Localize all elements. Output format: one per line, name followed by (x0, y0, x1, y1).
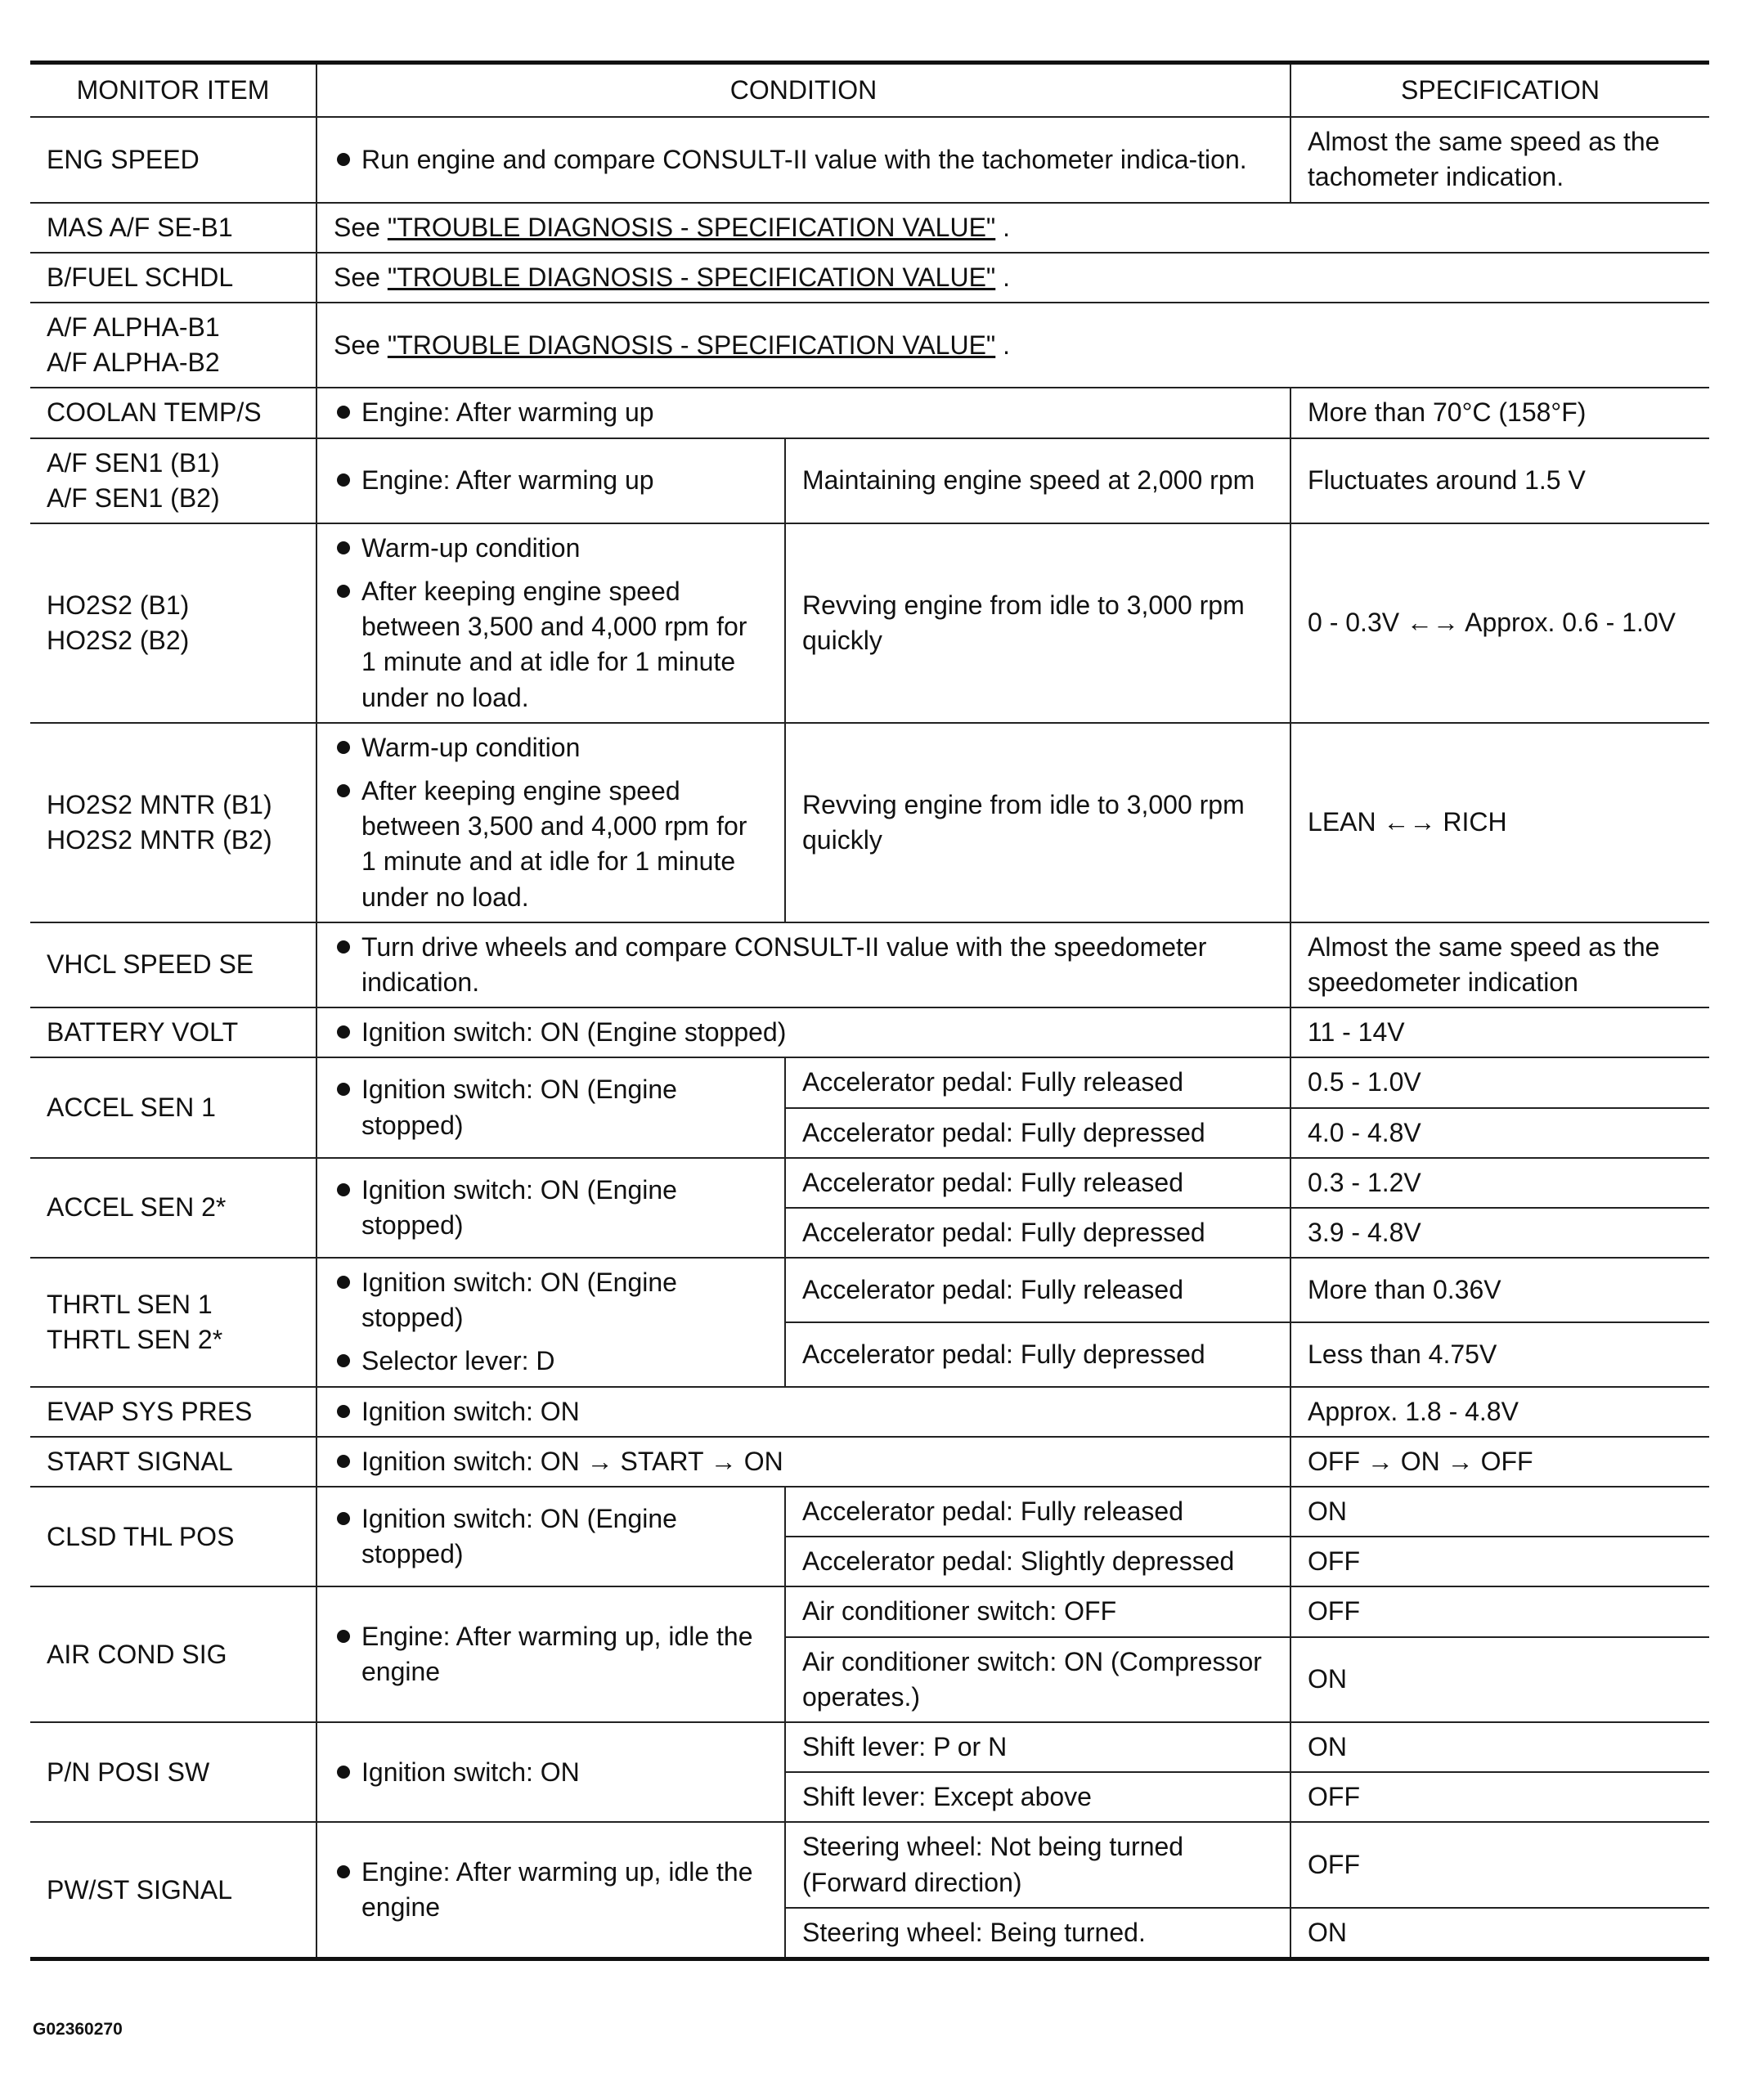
monitor-item-cell (30, 1158, 316, 1258)
specification-cell: 0.3 - 1.2V (1290, 1158, 1709, 1208)
bullet-dot-icon (337, 541, 350, 554)
specification-cell: ON (1290, 1908, 1709, 1959)
monitor-item-name: ACCEL SEN 2* (47, 1192, 227, 1223)
monitor-item-name: MAS A/F SE-B1 (47, 212, 233, 242)
condition-bullet (334, 730, 768, 765)
monitor-item-cell (30, 1258, 316, 1387)
monitor-item-name: COOLAN TEMP/S (47, 397, 262, 428)
sub-condition-cell: Revving engine from idle to 3,000 rpm quickly (785, 523, 1290, 723)
see-suffix: . (1003, 330, 1011, 360)
bullet-dot-icon (337, 153, 350, 166)
condition-text: Selector lever: D (361, 1346, 555, 1376)
condition-text: Ignition switch: ON (Engine stopped) (361, 1017, 787, 1048)
bullet-dot-icon (337, 1083, 350, 1096)
specification-cell: 11 - 14V (1290, 1007, 1709, 1057)
header-specification: SPECIFICATION (1290, 63, 1709, 118)
bullet-dot-icon (337, 1183, 350, 1196)
table-row (30, 1822, 1709, 1907)
see-suffix: . (1003, 262, 1011, 292)
spec-value-link[interactable]: "TROUBLE DIAGNOSIS - SPECIFICATION VALUE" (387, 212, 996, 242)
specification-cell: ON (1290, 1722, 1709, 1772)
monitor-item-cell (30, 388, 316, 438)
table-row (30, 438, 1709, 523)
see-prefix: See (334, 330, 380, 360)
condition-text: Turn drive wheels and compare CONSULT-II value with the speedometer indication. (361, 931, 1207, 997)
monitor-item-cell (30, 922, 316, 1007)
monitor-item-name: B/FUEL SCHDL (47, 262, 234, 292)
monitor-item-cell (30, 303, 316, 388)
sub-condition-cell: Accelerator pedal: Fully released (785, 1057, 1290, 1107)
condition-text: Ignition switch: ON (Engine stopped) (361, 1075, 677, 1140)
condition-bullet (334, 1755, 768, 1790)
monitor-item-name: BATTERY VOLT (47, 1017, 239, 1048)
monitor-item-cell (30, 723, 316, 922)
bullet-dot-icon (337, 940, 350, 954)
monitor-item-name: START SIGNAL (47, 1446, 233, 1476)
specification-cell: Almost the same speed as the tachometer indication. (1290, 117, 1709, 202)
table-row (30, 388, 1709, 438)
sub-condition-cell: Accelerator pedal: Fully released (785, 1487, 1290, 1537)
monitor-spec-table (30, 61, 1709, 1961)
see-suffix: . (1003, 212, 1011, 242)
condition-bullet (334, 1444, 1273, 1479)
bullet-dot-icon (337, 1766, 350, 1779)
specification-cell: Approx. 1.8 - 4.8V (1290, 1387, 1709, 1437)
bullet-dot-icon (337, 1865, 350, 1878)
table-row (30, 1722, 1709, 1772)
monitor-item-name: A/F SEN1 (B2) (47, 482, 220, 513)
condition-bullet (334, 1501, 768, 1572)
monitor-item-name: A/F SEN1 (B1) (47, 447, 220, 478)
monitor-item-name: A/F ALPHA-B1 (47, 312, 220, 342)
spec-table-page (30, 61, 1709, 1961)
sub-condition-cell: Steering wheel: Not being turned (Forward direction) (785, 1822, 1290, 1907)
header-condition: CONDITION (316, 63, 1290, 118)
condition-cell (316, 1158, 785, 1258)
condition-bullet (334, 395, 1273, 430)
condition-text: Ignition switch: ON (Engine stopped) (361, 1174, 677, 1240)
condition-text: Ignition switch: ON → START → ON (361, 1446, 783, 1476)
condition-bullet (334, 930, 1273, 1000)
monitor-item-name: THRTL SEN 2* (47, 1324, 223, 1354)
see-reference-cell (316, 253, 1709, 303)
sub-condition-cell: Maintaining engine speed at 2,000 rpm (785, 438, 1290, 523)
condition-bullet (334, 1344, 768, 1379)
sub-condition-cell: Shift lever: Except above (785, 1772, 1290, 1822)
see-prefix: See (334, 212, 380, 242)
sub-condition-cell: Revving engine from idle to 3,000 rpm quickly (785, 723, 1290, 922)
monitor-item-name: EVAP SYS PRES (47, 1396, 253, 1426)
condition-text: After keeping engine speed between 3,500 and 4,000 rpm for 1 minute and at idle for 1 minute under no load. (361, 776, 747, 912)
condition-text: Ignition switch: ON (Engine stopped) (361, 1504, 677, 1569)
specification-cell: More than 70°C (158°F) (1290, 388, 1709, 438)
bullet-dot-icon (337, 1025, 350, 1039)
spec-value-link[interactable]: "TROUBLE DIAGNOSIS - SPECIFICATION VALUE" (387, 330, 996, 360)
bullet-dot-icon (337, 1630, 350, 1643)
monitor-item-name: HO2S2 (B1) (47, 590, 190, 620)
condition-text: Ignition switch: ON (Engine stopped) (361, 1268, 677, 1333)
see-prefix: See (334, 262, 380, 292)
sub-condition-cell: Shift lever: P or N (785, 1722, 1290, 1772)
specification-cell: OFF → ON → OFF (1290, 1437, 1709, 1487)
monitor-item-name: A/F ALPHA-B2 (47, 348, 220, 378)
specification-cell: 3.9 - 4.8V (1290, 1208, 1709, 1258)
specification-cell: ON (1290, 1487, 1709, 1537)
specification-cell: 4.0 - 4.8V (1290, 1108, 1709, 1158)
monitor-item-name: AIR COND SIG (47, 1639, 227, 1669)
table-row (30, 253, 1709, 303)
condition-bullet (334, 1015, 1273, 1050)
table-row (30, 303, 1709, 388)
see-reference-cell (316, 303, 1709, 388)
condition-bullet (334, 1072, 768, 1142)
table-row (30, 922, 1709, 1007)
sub-condition-cell: Air conditioner switch: ON (Compressor operates.) (785, 1637, 1290, 1722)
table-row (30, 1258, 1709, 1322)
condition-bullet (334, 574, 768, 716)
condition-cell (316, 1722, 785, 1822)
condition-cell (316, 1057, 785, 1157)
bullet-dot-icon (337, 1276, 350, 1289)
bullet-dot-icon (337, 741, 350, 754)
monitor-item-cell (30, 1437, 316, 1487)
condition-text: After keeping engine speed between 3,500 and 4,000 rpm for 1 minute and at idle for 1 minute under no load. (361, 577, 747, 712)
monitor-item-cell (30, 1487, 316, 1586)
bullet-dot-icon (337, 1354, 350, 1367)
table-row (30, 523, 1709, 723)
specification-cell: Fluctuates around 1.5 V (1290, 438, 1709, 523)
condition-bullet (334, 774, 768, 915)
sub-condition-cell: Accelerator pedal: Fully depressed (785, 1108, 1290, 1158)
monitor-item-name: THRTL SEN 1 (47, 1289, 213, 1319)
specification-cell: OFF (1290, 1822, 1709, 1907)
condition-text: Warm-up condition (361, 732, 581, 762)
specification-cell: LEAN ←→ RICH (1290, 723, 1709, 922)
sub-condition-cell: Accelerator pedal: Fully depressed (785, 1322, 1290, 1387)
spec-value-link[interactable]: "TROUBLE DIAGNOSIS - SPECIFICATION VALUE" (387, 262, 996, 292)
specification-cell: 0.5 - 1.0V (1290, 1057, 1709, 1107)
sub-condition-cell: Steering wheel: Being turned. (785, 1908, 1290, 1959)
monitor-item-cell (30, 523, 316, 723)
monitor-item-cell (30, 438, 316, 523)
condition-cell (316, 1822, 785, 1959)
sub-condition-cell: Accelerator pedal: Slightly depressed (785, 1537, 1290, 1586)
monitor-item-name: ACCEL SEN 1 (47, 1092, 216, 1122)
monitor-item-cell (30, 1057, 316, 1157)
bullet-dot-icon (337, 585, 350, 598)
table-row (30, 1387, 1709, 1437)
table-header-row (30, 63, 1709, 118)
condition-text: Engine: After warming up, idle the engine (361, 1621, 753, 1687)
monitor-item-cell (30, 1387, 316, 1437)
condition-text: Ignition switch: ON (361, 1757, 580, 1787)
condition-cell (316, 1437, 1290, 1487)
header-monitor-item: MONITOR ITEM (30, 63, 316, 118)
monitor-item-cell (30, 1822, 316, 1959)
table-row (30, 117, 1709, 202)
specification-cell: OFF (1290, 1772, 1709, 1822)
condition-bullet (334, 531, 768, 566)
condition-text: Engine: After warming up, idle the engine (361, 1856, 753, 1923)
bullet-dot-icon (337, 784, 350, 797)
table-row (30, 1007, 1709, 1057)
condition-bullet (334, 142, 1273, 177)
table-body (30, 117, 1709, 1959)
condition-bullet (334, 1173, 768, 1243)
monitor-item-cell (30, 1722, 316, 1822)
monitor-item-name: HO2S2 MNTR (B2) (47, 824, 272, 855)
table-row (30, 1158, 1709, 1208)
condition-text: Run engine and compare CONSULT-II value with the tachometer indica-tion. (361, 144, 1247, 174)
specification-cell: Less than 4.75V (1290, 1322, 1709, 1387)
bullet-dot-icon (337, 1455, 350, 1468)
condition-cell (316, 1007, 1290, 1057)
monitor-item-cell (30, 117, 316, 202)
sub-condition-cell: Air conditioner switch: OFF (785, 1586, 1290, 1636)
condition-text: Warm-up condition (361, 532, 581, 563)
specification-cell: Almost the same speed as the speedometer indication (1290, 922, 1709, 1007)
condition-cell (316, 1586, 785, 1722)
condition-cell (316, 388, 1290, 438)
condition-cell (316, 523, 785, 723)
bullet-dot-icon (337, 406, 350, 419)
specification-cell: More than 0.36V (1290, 1258, 1709, 1322)
monitor-item-cell (30, 253, 316, 303)
monitor-item-cell (30, 203, 316, 253)
table-row (30, 723, 1709, 922)
sub-condition-cell: Accelerator pedal: Fully released (785, 1258, 1290, 1322)
monitor-item-name: P/N POSI SW (47, 1757, 210, 1787)
condition-cell (316, 1387, 1290, 1437)
see-reference-cell (316, 203, 1709, 253)
monitor-item-name: ENG SPEED (47, 144, 200, 174)
table-row (30, 1487, 1709, 1537)
condition-cell (316, 922, 1290, 1007)
specification-cell: ON (1290, 1637, 1709, 1722)
monitor-item-name: CLSD THL POS (47, 1521, 235, 1551)
bullet-dot-icon (337, 1512, 350, 1525)
monitor-item-cell (30, 1007, 316, 1057)
specification-cell: OFF (1290, 1586, 1709, 1636)
table-row (30, 203, 1709, 253)
condition-bullet (334, 1619, 768, 1689)
condition-bullet (334, 1855, 768, 1925)
condition-cell (316, 438, 785, 523)
condition-cell (316, 1258, 785, 1387)
condition-cell (316, 723, 785, 922)
sub-condition-cell: Accelerator pedal: Fully released (785, 1158, 1290, 1208)
table-row (30, 1586, 1709, 1636)
table-row (30, 1437, 1709, 1487)
condition-cell (316, 1487, 785, 1586)
bullet-dot-icon (337, 473, 350, 487)
condition-bullet (334, 463, 768, 498)
monitor-item-name: PW/ST SIGNAL (47, 1874, 233, 1905)
condition-cell (316, 117, 1290, 202)
condition-text: Ignition switch: ON (361, 1396, 580, 1426)
monitor-item-name: VHCL SPEED SE (47, 949, 254, 980)
figure-id: G02360270 (33, 2020, 123, 2039)
condition-bullet (334, 1265, 768, 1335)
condition-text: Engine: After warming up (361, 397, 654, 428)
monitor-item-cell (30, 1586, 316, 1722)
condition-text: Engine: After warming up (361, 465, 654, 496)
table-row (30, 1057, 1709, 1107)
bullet-dot-icon (337, 1405, 350, 1418)
specification-cell: 0 - 0.3V ←→ Approx. 0.6 - 1.0V (1290, 523, 1709, 723)
specification-cell: OFF (1290, 1537, 1709, 1586)
sub-condition-cell: Accelerator pedal: Fully depressed (785, 1208, 1290, 1258)
monitor-item-name: HO2S2 (B2) (47, 625, 190, 655)
monitor-item-name: HO2S2 MNTR (B1) (47, 789, 272, 819)
condition-bullet (334, 1394, 1273, 1429)
